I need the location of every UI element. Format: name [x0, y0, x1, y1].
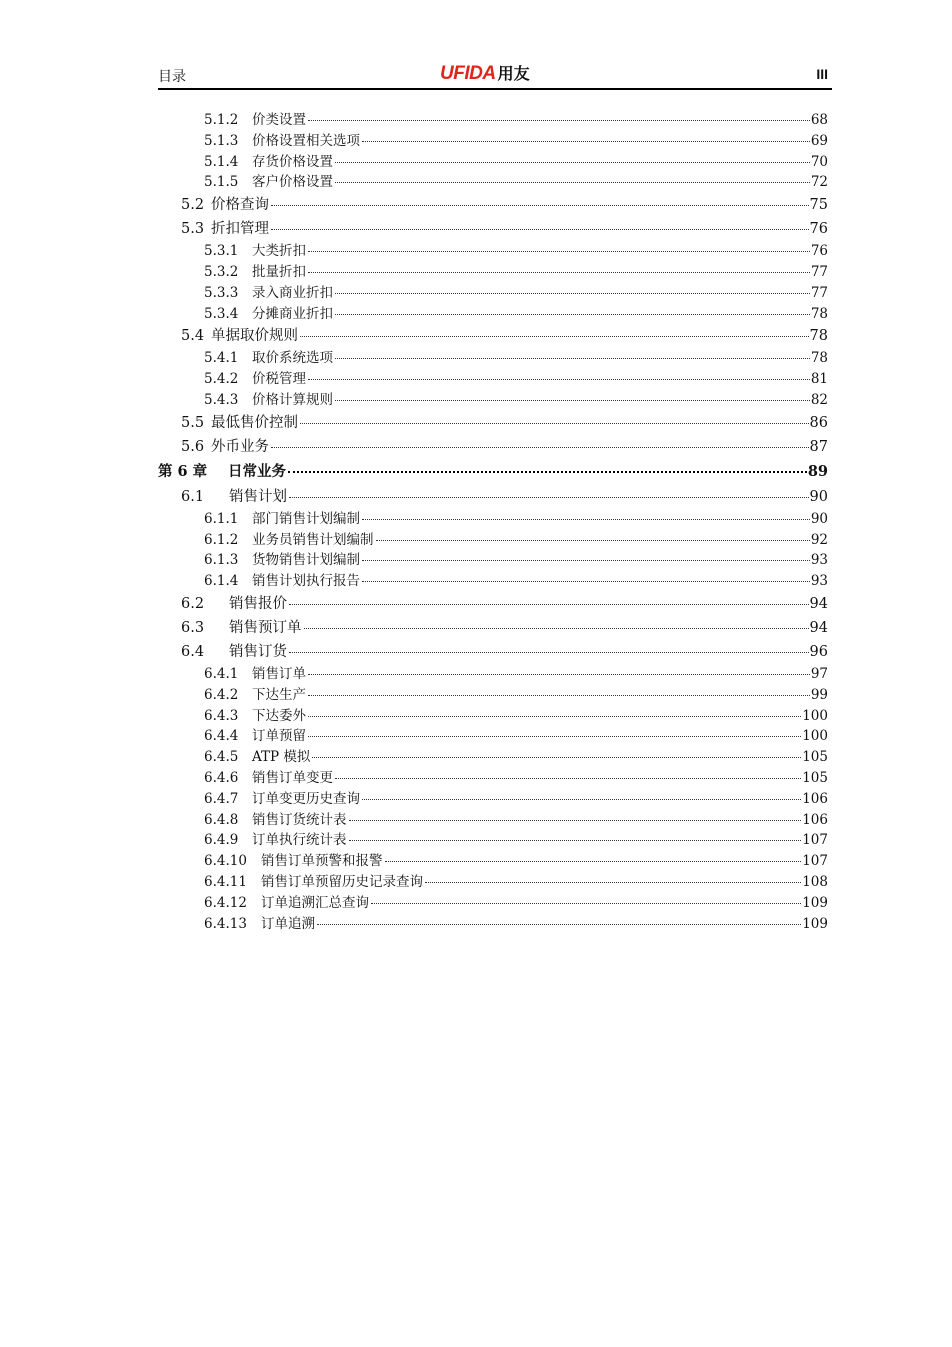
toc-entry-number: 5.3	[181, 221, 205, 238]
toc-entry-number: 6.2	[181, 595, 205, 612]
toc-entry[interactable]	[0, 808, 828, 829]
toc-entry-page: 78	[809, 328, 828, 345]
toc-entry-number: 6.3	[181, 619, 205, 636]
toc-dot-leader	[425, 882, 801, 883]
toc-entry[interactable]	[0, 260, 828, 281]
toc-entry-number: 5.4.1	[204, 350, 239, 367]
toc-entry[interactable]	[0, 569, 828, 590]
toc-dot-leader	[335, 162, 810, 163]
toc-dot-leader	[289, 497, 809, 498]
toc-entry[interactable]	[0, 170, 828, 191]
toc-entry-page: 92	[810, 531, 828, 548]
toc-entry-page: 107	[802, 832, 828, 849]
toc-entry[interactable]	[0, 388, 828, 409]
toc-entry[interactable]	[0, 590, 828, 614]
toc-entry-number: 6.1.4	[204, 573, 239, 590]
toc-entry-title: 最低售价控制	[211, 414, 298, 431]
header-section-title: 目录	[158, 69, 186, 85]
toc-dot-leader	[271, 229, 809, 230]
toc-dot-leader	[349, 840, 802, 841]
toc-entry-page: 109	[802, 894, 828, 911]
toc-entry[interactable]	[0, 745, 828, 766]
toc-entry-title: 价格设置相关选项	[252, 132, 360, 149]
toc-dot-leader	[308, 695, 810, 696]
toc-entry-title: 订单变更历史查询	[252, 790, 360, 807]
toc-entry-number: 6.4.8	[204, 811, 239, 828]
toc-entry-number: 5.3.2	[204, 263, 239, 280]
toc-entry-number: 6.1	[181, 488, 205, 505]
toc-entry-page: 82	[810, 391, 828, 408]
toc-entry-title: 取价系统选项	[252, 350, 333, 367]
toc-entry[interactable]	[0, 638, 828, 662]
toc-dot-leader	[335, 400, 810, 401]
toc-entry-page: 106	[802, 790, 828, 807]
toc-entry-number: 6.4.11	[204, 873, 247, 890]
toc-dot-leader	[362, 141, 810, 142]
toc-entry-number: 5.1.3	[204, 132, 239, 149]
toc-entry-title: 客户价格设置	[252, 174, 333, 191]
toc-entry-page: 69	[810, 132, 828, 149]
toc-entry-number: 6.4.10	[204, 853, 247, 870]
toc-entry-number: 5.4.3	[204, 391, 239, 408]
toc-entry[interactable]	[0, 129, 828, 150]
toc-dot-leader	[371, 903, 801, 904]
toc-entry-title: 存货价格设置	[252, 153, 333, 170]
toc-entry-title: 订单追溯	[261, 915, 315, 932]
toc-entry[interactable]	[0, 891, 828, 912]
toc-entry-number: 6.4.7	[204, 790, 239, 807]
toc-entry-page: 75	[809, 197, 828, 214]
toc-entry-number: 5.4	[181, 328, 205, 345]
toc-entry-number: 第 6 章	[158, 462, 208, 480]
toc-dot-leader	[271, 447, 809, 448]
toc-dot-leader	[385, 861, 802, 862]
toc-entry-page: 90	[810, 510, 828, 527]
toc-entry-number: 5.1.4	[204, 153, 239, 170]
toc-entry-number: 6.1.3	[204, 552, 239, 569]
toc-entry-number: 5.1.2	[204, 112, 239, 128]
logo-brand-cn-text: 用友	[497, 66, 530, 83]
toc-dot-leader	[335, 778, 801, 779]
toc-entry-number: 5.1.5	[204, 174, 239, 191]
toc-entry-title: 销售计划执行报告	[252, 573, 360, 590]
toc-dot-leader	[376, 540, 810, 541]
toc-entry-title: 销售订货	[229, 643, 287, 660]
toc-dot-leader	[300, 336, 809, 337]
toc-entry-title: 订单执行统计表	[252, 832, 347, 849]
toc-entry[interactable]	[0, 346, 828, 367]
toc-entry-title: 销售订单预留历史记录查询	[261, 873, 423, 890]
toc-entry-page: 99	[810, 686, 828, 703]
toc-entry-title: 销售报价	[229, 595, 287, 612]
toc-entry-title: ATP 模拟	[252, 749, 311, 766]
toc-entry-title: 录入商业折扣	[252, 284, 333, 301]
toc-entry-title: 销售订单变更	[252, 769, 333, 786]
toc-entry[interactable]	[0, 548, 828, 569]
toc-dot-leader	[362, 519, 810, 520]
toc-entry[interactable]	[0, 239, 828, 260]
toc-entry-number: 6.4.13	[204, 915, 247, 932]
toc-dot-leader	[271, 205, 809, 206]
toc-entry-page: 105	[802, 769, 828, 786]
toc-entry[interactable]	[0, 367, 828, 388]
toc-entry-page: 106	[802, 811, 828, 828]
toc-dot-leader	[335, 314, 810, 315]
toc-entry-title: 价格计算规则	[252, 391, 333, 408]
toc-entry-number: 6.4.3	[204, 707, 239, 724]
ufida-logo	[440, 61, 530, 85]
table-of-contents	[0, 108, 952, 932]
toc-entry-page: 87	[809, 438, 828, 455]
toc-entry-page: 94	[809, 595, 828, 612]
toc-entry-number: 6.1.1	[204, 510, 239, 527]
toc-dot-leader	[308, 272, 810, 273]
toc-entry-number: 5.3.4	[204, 305, 239, 322]
toc-entry[interactable]	[0, 322, 828, 346]
toc-entry-page: 86	[809, 414, 828, 431]
toc-entry-title: 订单预留	[252, 728, 306, 745]
toc-entry[interactable]	[0, 215, 828, 239]
toc-entry-page: 109	[802, 915, 828, 932]
toc-entry[interactable]	[0, 281, 828, 302]
toc-entry-title: 销售计划	[229, 488, 287, 505]
toc-dot-leader	[308, 736, 801, 737]
toc-entry[interactable]	[0, 912, 828, 933]
toc-entry-number: 5.3.3	[204, 284, 239, 301]
toc-entry-title: 批量折扣	[252, 263, 306, 280]
toc-entry-page: 107	[802, 853, 828, 870]
toc-entry-title: 销售预订单	[229, 619, 302, 636]
toc-entry[interactable]	[0, 870, 828, 891]
toc-dot-leader	[308, 379, 810, 380]
toc-entry-number: 6.4.2	[204, 686, 239, 703]
toc-entry-number: 5.4.2	[204, 371, 239, 388]
toc-entry-title: 销售订单	[252, 665, 306, 682]
toc-entry[interactable]	[0, 108, 828, 129]
toc-entry[interactable]	[0, 662, 828, 683]
toc-entry[interactable]	[0, 614, 828, 638]
toc-entry-page: 77	[810, 284, 828, 301]
toc-entry-page: 78	[810, 350, 828, 367]
toc-entry-title: 部门销售计划编制	[252, 510, 360, 527]
toc-entry[interactable]	[0, 507, 828, 528]
toc-entry[interactable]	[0, 528, 828, 549]
toc-entry-page: 100	[802, 728, 828, 745]
toc-dot-leader	[335, 182, 810, 183]
toc-dot-leader	[312, 757, 801, 758]
toc-entry-page: 93	[810, 573, 828, 590]
toc-entry-title: 折扣管理	[211, 221, 269, 238]
toc-dot-leader	[288, 471, 807, 473]
toc-entry[interactable]	[0, 683, 828, 704]
toc-entry-page: 100	[802, 707, 828, 724]
toc-entry-number: 6.4.12	[204, 894, 247, 911]
toc-dot-leader	[304, 628, 809, 629]
toc-entry[interactable]	[0, 849, 828, 870]
toc-dot-leader	[308, 716, 801, 717]
toc-entry-page: 93	[810, 552, 828, 569]
toc-entry[interactable]	[0, 787, 828, 808]
toc-entry-number: 6.4.9	[204, 832, 239, 849]
toc-entry[interactable]	[0, 483, 828, 507]
toc-entry-number: 6.4.4	[204, 728, 239, 745]
page-header	[158, 60, 832, 90]
toc-dot-leader	[362, 799, 801, 800]
toc-entry-page: 94	[809, 619, 828, 636]
toc-entry[interactable]	[0, 433, 828, 457]
toc-entry-number: 6.4	[181, 643, 205, 660]
logo-brand-text: UFIDA	[440, 63, 496, 84]
toc-entry-title: 销售订单预警和报警	[261, 853, 383, 870]
toc-entry-title: 分摊商业折扣	[252, 305, 333, 322]
toc-entry-page: 77	[810, 263, 828, 280]
toc-entry-page: 81	[810, 371, 828, 388]
toc-entry-page: 76	[809, 221, 828, 238]
toc-dot-leader	[308, 120, 810, 121]
toc-entry-page: 89	[807, 462, 828, 480]
toc-entry[interactable]	[0, 409, 828, 433]
header-page-number: III	[816, 66, 828, 82]
toc-entry-number: 6.4.6	[204, 769, 239, 786]
toc-entry-number: 6.4.1	[204, 665, 239, 682]
toc-entry[interactable]	[0, 704, 828, 725]
toc-entry-number: 5.6	[181, 438, 205, 455]
toc-entry[interactable]	[0, 828, 828, 849]
toc-chapter-entry[interactable]	[0, 457, 828, 483]
toc-entry-title: 价格查询	[211, 197, 269, 214]
toc-entry-title: 下达生产	[252, 686, 306, 703]
toc-entry-page: 108	[802, 873, 828, 890]
toc-entry-page: 68	[810, 112, 828, 128]
toc-entry-title: 销售订货统计表	[252, 811, 347, 828]
toc-entry-title: 大类折扣	[252, 243, 306, 260]
toc-entry-title: 价类设置	[252, 112, 306, 128]
toc-entry-page: 70	[810, 153, 828, 170]
toc-entry-page: 76	[810, 243, 828, 260]
toc-entry-page: 90	[809, 488, 828, 505]
toc-entry-title: 价税管理	[252, 371, 306, 388]
toc-dot-leader	[300, 423, 809, 424]
toc-entry[interactable]	[0, 724, 828, 745]
toc-entry-title: 日常业务	[228, 462, 286, 480]
toc-dot-leader	[362, 560, 810, 561]
toc-dot-leader	[349, 820, 802, 821]
toc-entry-title: 外币业务	[211, 438, 269, 455]
toc-entry[interactable]	[0, 766, 828, 787]
toc-entry-number: 6.4.5	[204, 749, 239, 766]
toc-dot-leader	[335, 358, 810, 359]
toc-entry-number: 5.3.1	[204, 243, 239, 260]
toc-dot-leader	[289, 604, 809, 605]
toc-entry[interactable]	[0, 150, 828, 171]
toc-dot-leader	[289, 652, 809, 653]
toc-entry[interactable]	[0, 302, 828, 323]
toc-entry-page: 97	[810, 665, 828, 682]
toc-entry-page: 78	[810, 305, 828, 322]
toc-dot-leader	[308, 674, 810, 675]
toc-entry-title: 下达委外	[252, 707, 306, 724]
toc-dot-leader	[335, 293, 810, 294]
toc-entry-number: 5.5	[181, 414, 205, 431]
toc-entry-page: 96	[809, 643, 828, 660]
toc-entry-title: 订单追溯汇总查询	[261, 894, 369, 911]
toc-entry-number: 5.2	[181, 197, 205, 214]
toc-entry-title: 货物销售计划编制	[252, 552, 360, 569]
toc-dot-leader	[308, 251, 810, 252]
toc-dot-leader	[362, 581, 810, 582]
toc-dot-leader	[317, 924, 801, 925]
toc-entry-page: 72	[810, 174, 828, 191]
toc-entry[interactable]	[0, 191, 828, 215]
toc-entry-title: 单据取价规则	[211, 328, 298, 345]
toc-entry-number: 6.1.2	[204, 531, 239, 548]
toc-entry-title: 业务员销售计划编制	[252, 531, 374, 548]
toc-entry-page: 105	[802, 749, 828, 766]
